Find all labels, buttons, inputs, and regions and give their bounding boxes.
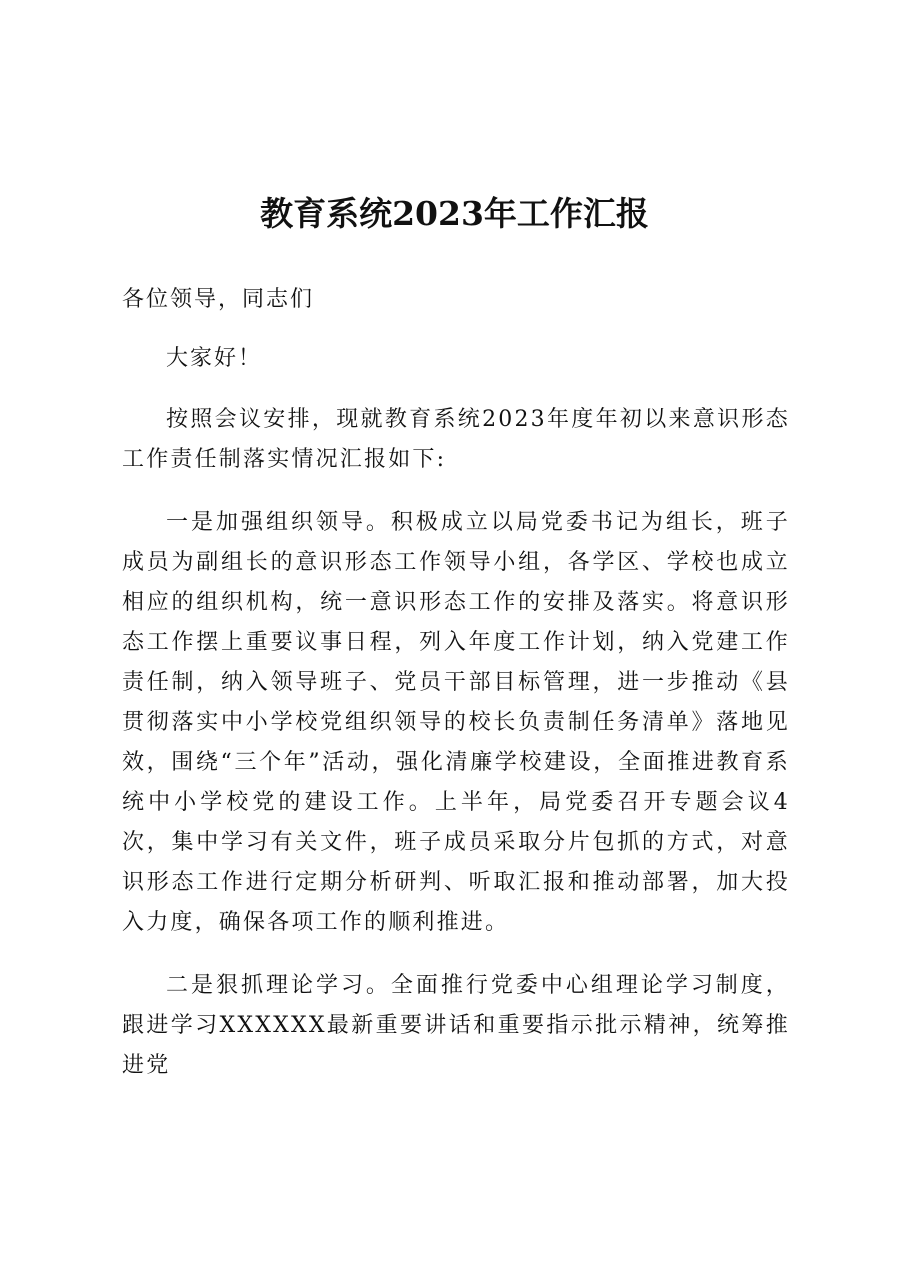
greeting: 大家好！ [166, 346, 263, 371]
paragraph-intro: 按照会议安排，现就教育系统2023年度年初以来意识形态工作责任制落实情况汇报如下: [122, 407, 790, 472]
document-body [122, 282, 790, 1109]
paragraph-organization-leadership: 一是加强组织领导。积极成立以局党委书记为组长，班子成员为副组长的意识形态工作领导小组，各学区、学校也成立相应的组织机构，统一意识形态工作的安排及落实。将意识形态工作摆上重要议事日程，列入年度工作计划，纳入党建工作责任制，纳入领导班子、党员干部目标管理，进一步推动《县贯彻落实中小学校党组织领导的校长负责制任务清单》落地见效，围绕“三个年”活动，强化清廉学校建设，全面推进教育系统中小学校党的建设工作。上半年，局党委召开专题会议4次，集中学习有关文件，班子成员采取分片包抓的方式，对意识形态工作进行定期分析研判、听取汇报和推动部署，加大投入力度，确保各项工作的顺利推进。 [122, 510, 790, 935]
salutation: 各位领导，同志们 [122, 287, 315, 312]
paragraph-theory-study: 二是狠抓理论学习。全面推行党委中心组理论学习制度，跟进学习XXXXXX最新重要讲话和重要指示批示精神，统筹推进党 [122, 973, 790, 1078]
document-title: 教育系统2023年工作汇报 [260, 194, 649, 233]
